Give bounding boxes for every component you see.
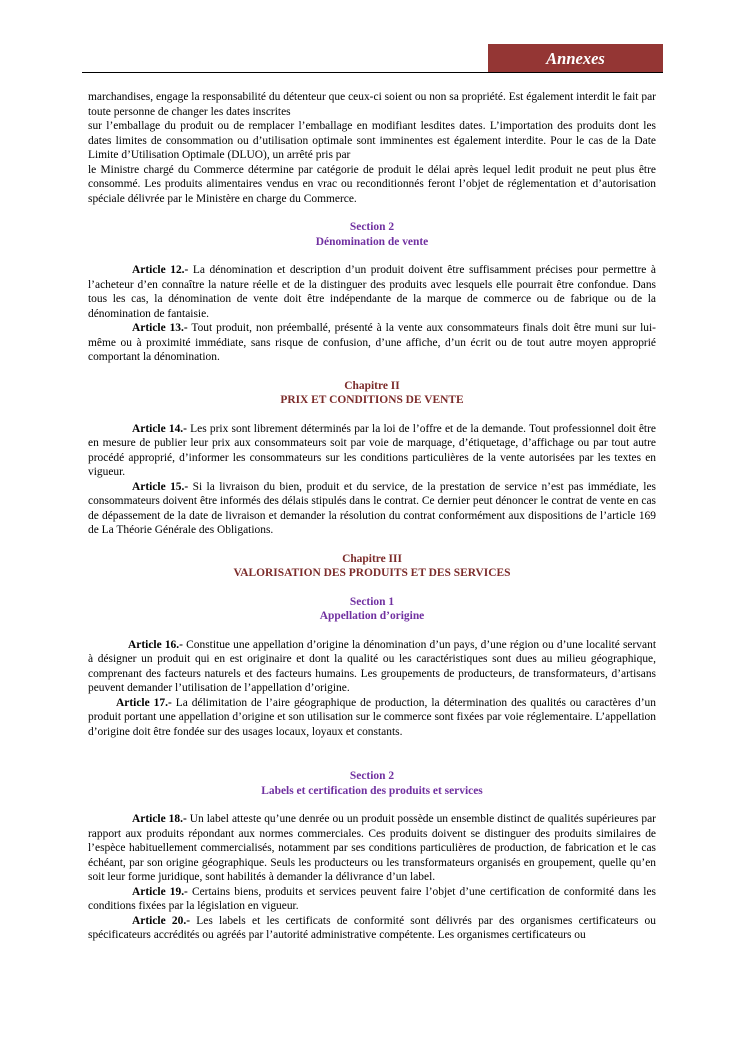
section-2a-title: Dénomination de vente <box>315 235 429 248</box>
article-19-label: Article 19.- <box>132 885 188 898</box>
article-17-text: La délimitation de l’aire géographique de production, la détermination des qualités ou caractères d’un produit portant une appellation d’origine et son utilisation sur le commerce sont fixées par voie réglementaire. L’appellation d’origine doit être fondée sur des usages locaux, loyaux et constants. <box>88 696 656 738</box>
article-18-label: Article 18.- <box>132 813 187 825</box>
article-15-label: Article 15.- <box>132 480 189 493</box>
article-12 <box>88 263 656 321</box>
intro-line-3: le Ministre chargé du Commerce détermine par catégorie de produit le délai après lequel ledit produit ne peut plus être consommé. Les produits alimentaires vendus en vrac ou reconditionnés feront l’objet de réglementation et d’autorisation spéciale délivrée par le Ministère en charge du Commerce. <box>88 163 656 205</box>
article-20-text: Les labels et les certificats de conformité sont délivrés par des organismes certificateurs ou spécificateurs accrédités ou agréés par l’autorité administrative compétente. Les organismes certificateurs ou <box>88 914 656 941</box>
article-13 <box>88 321 656 365</box>
section-1-number: Section 1 <box>349 595 395 608</box>
header-annexes-band <box>488 44 663 73</box>
article-14 <box>88 422 656 480</box>
article-15 <box>88 480 656 538</box>
article-19-text: Certains biens, produits et services peuvent faire l’objet d’une certification de conformité dans les conditions fixées par la législation en vigueur. <box>88 885 656 912</box>
article-18-text: Un label atteste qu’une denrée ou un produit possède un ensemble distinct de qualités supérieures par rapport aux produits répondant aux normes commerciales. Ces produits doivent se distinguer des produits similaires de l’espèce habituellement commercialisés, notamment par ses conditions particulières de production, de fabrication et le cas échéant, par son origine géographique. Seuls les producteurs ou les transformateurs organisés en groupement, quelle qu’en soit leur forme juridique, sont habilités à demander la délivrance d’un label. <box>88 813 656 883</box>
article-20 <box>88 914 656 943</box>
document-body <box>88 90 656 943</box>
article-16 <box>88 638 656 696</box>
article-14-label: Article 14.- <box>132 422 187 435</box>
header-rule <box>82 72 663 73</box>
article-14-text: Les prix sont librement déterminés par la loi de l’offre et de la demande. Tout professionnel doit être en mesure de publier leur prix aux consommateurs soit par voie de marquage, d’étiquetage, d’affichage ou par tout autre procédé approprié, d’informer les consommateurs sur les conditions particulières de la vente autorisées par les textes en vigueur. <box>88 422 656 478</box>
header-label: Annexes <box>546 48 605 68</box>
intro-line-1: marchandises, engage la responsabilité du détenteur que ceux-ci soient ou non sa propriété. Est également interdit le fait par toute personne de changer les dates inscrites <box>88 91 656 118</box>
article-13-text: Tout produit, non préemballé, présenté à la vente aux consommateurs finals doit être muni sur lui-même ou à proximité immédiate, sans risque de confusion, d’une affiche, d’un écrit ou de tout autre moyen approprié comportant la dénomination. <box>88 322 656 363</box>
article-18 <box>88 812 656 885</box>
section-2b-number: Section 2 <box>349 770 395 782</box>
article-17-label: Article 17.- <box>116 696 172 709</box>
section-1-title: Appellation d’origine <box>319 610 425 622</box>
article-12-text: La dénomination et description d’un produit doivent être suffisamment précises pour permettre à l’acheteur d’en connaître la nature réelle et de la distinguer des produits avec lesquels elle pourrait être confondue. Dans tous les cas, la dénomination de vente doit être indépendante de la marque de commerce ou de fabrique ou de la dénomination de fantaisie. <box>88 264 657 320</box>
article-16-label: Article 16.- <box>128 638 183 651</box>
chapter-2-number: Chapitre II <box>344 379 400 392</box>
chapter-3-title: VALORISATION DES PRODUITS ET DES SERVICES <box>233 567 511 579</box>
chapter-2-title: PRIX ET CONDITIONS DE VENTE <box>280 394 464 406</box>
chapter-3-number: Chapitre III <box>342 552 402 565</box>
article-19 <box>88 885 656 914</box>
article-12-label: Article 12.- <box>132 264 189 276</box>
intro-line-2: sur l’emballage du produit ou de remplacer l’emballage en modifiant lesdites dates. L’importation des produits dont les dates limites de consommation ou d’utilisation optimale sont imminentes est également interdite. Pour le cas de la Date Limite d’Utilisation Optimale (DLUO), un arrêté pris par <box>88 120 656 161</box>
article-16-text: Constitue une appellation d’origine la dénomination d’un pays, d’une région ou d’une localité servant à désigner un produit qui en est originaire et dont la qualité ou les caractéristiques sont dues au milieu géographique, comprenant des facteurs naturels et des facteurs humains. Les groupements de producteurs, de transformateurs, d’artisans peuvent demander l’utilisation de l’appellation d’origine. <box>88 638 656 694</box>
section-2b-title: Labels et certification des produits et services <box>261 784 483 797</box>
article-20-label: Article 20.- <box>132 914 191 927</box>
article-17 <box>88 696 656 740</box>
section-2a-number: Section 2 <box>349 221 395 233</box>
article-15-text: Si la livraison du bien, produit et du service, de la prestation de service n’est pas immédiate, les consommateurs doivent être informés des délais stipulés dans le contrat. Ce dernier peut dénoncer le contrat de vente en cas de dépassement de la date de livraison et demander la résolution du contrat conformément aux dispositions de l’article 169 de La Théorie Générale des Obligations. <box>88 480 656 536</box>
article-13-label: Article 13.- <box>132 322 188 334</box>
